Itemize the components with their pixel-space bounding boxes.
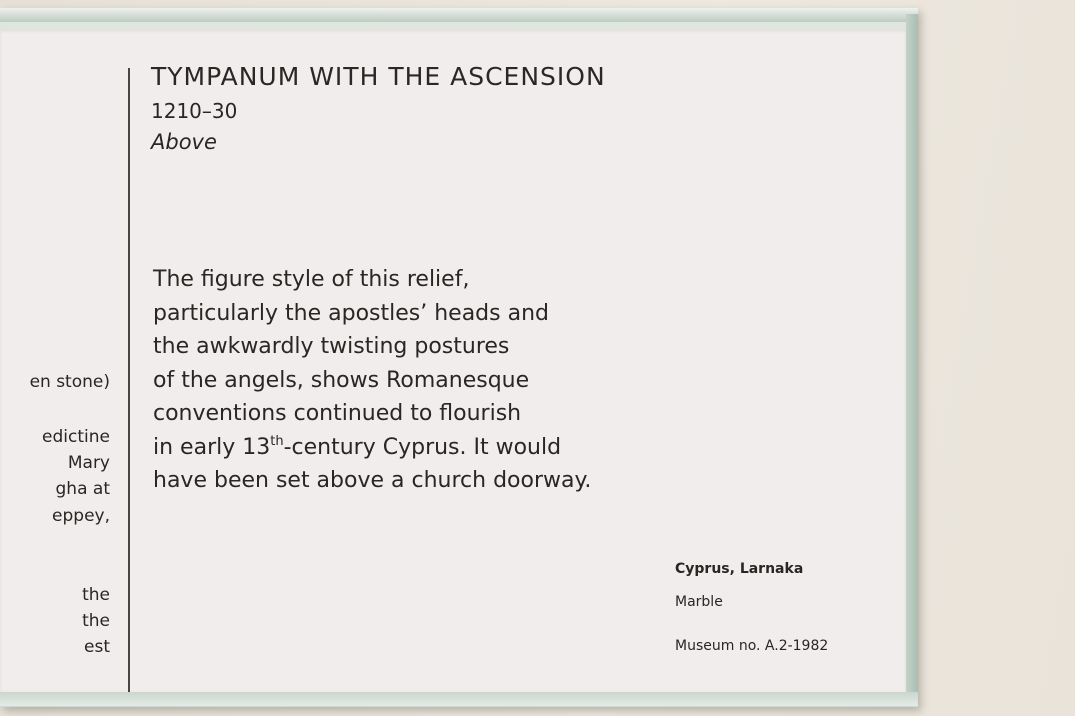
neighbor-fragment-1: en stone) bbox=[29, 372, 110, 392]
position-note: Above bbox=[151, 130, 217, 154]
artwork-description bbox=[153, 263, 591, 498]
neighbor-fragment-4: gha at bbox=[55, 479, 110, 499]
description-line bbox=[153, 431, 591, 465]
artwork-origin: Cyprus, Larnaka bbox=[675, 561, 804, 577]
description-line: the awkwardly twisting postures bbox=[153, 334, 510, 359]
artwork-title: TYMPANUM WITH THE ASCENSION bbox=[151, 62, 606, 91]
description-line: conventions continued to flourish bbox=[153, 401, 522, 426]
museum-number: Museum no. A.2-1982 bbox=[675, 638, 829, 654]
neighbor-fragment-2: edictine bbox=[42, 427, 110, 447]
artwork-date: 1210–30 bbox=[151, 99, 238, 123]
frame-top-edge bbox=[0, 8, 918, 22]
description-line: of the angels, shows Romanesque bbox=[153, 367, 530, 393]
frame-bottom-edge bbox=[0, 692, 918, 706]
neighbor-fragment-5: eppey, bbox=[52, 506, 110, 526]
description-text: -century Cyprus. It would bbox=[283, 434, 562, 460]
neighbor-fragment-7: the bbox=[82, 611, 110, 631]
artwork-material: Marble bbox=[675, 594, 723, 610]
description-text: in early 13 bbox=[153, 434, 271, 460]
ordinal-suffix: th bbox=[270, 433, 284, 449]
neighbor-fragment-8: est bbox=[84, 637, 110, 657]
description-line: have been set above a church doorway. bbox=[153, 468, 592, 493]
neighbor-fragment-6: the bbox=[82, 585, 110, 605]
description-line: The figure style of this relief, bbox=[153, 267, 470, 292]
description-line: particularly the apostles’ heads and bbox=[153, 300, 549, 326]
column-divider bbox=[128, 68, 130, 692]
frame-right-edge bbox=[906, 14, 918, 706]
neighbor-fragment-3: Mary bbox=[67, 453, 110, 473]
